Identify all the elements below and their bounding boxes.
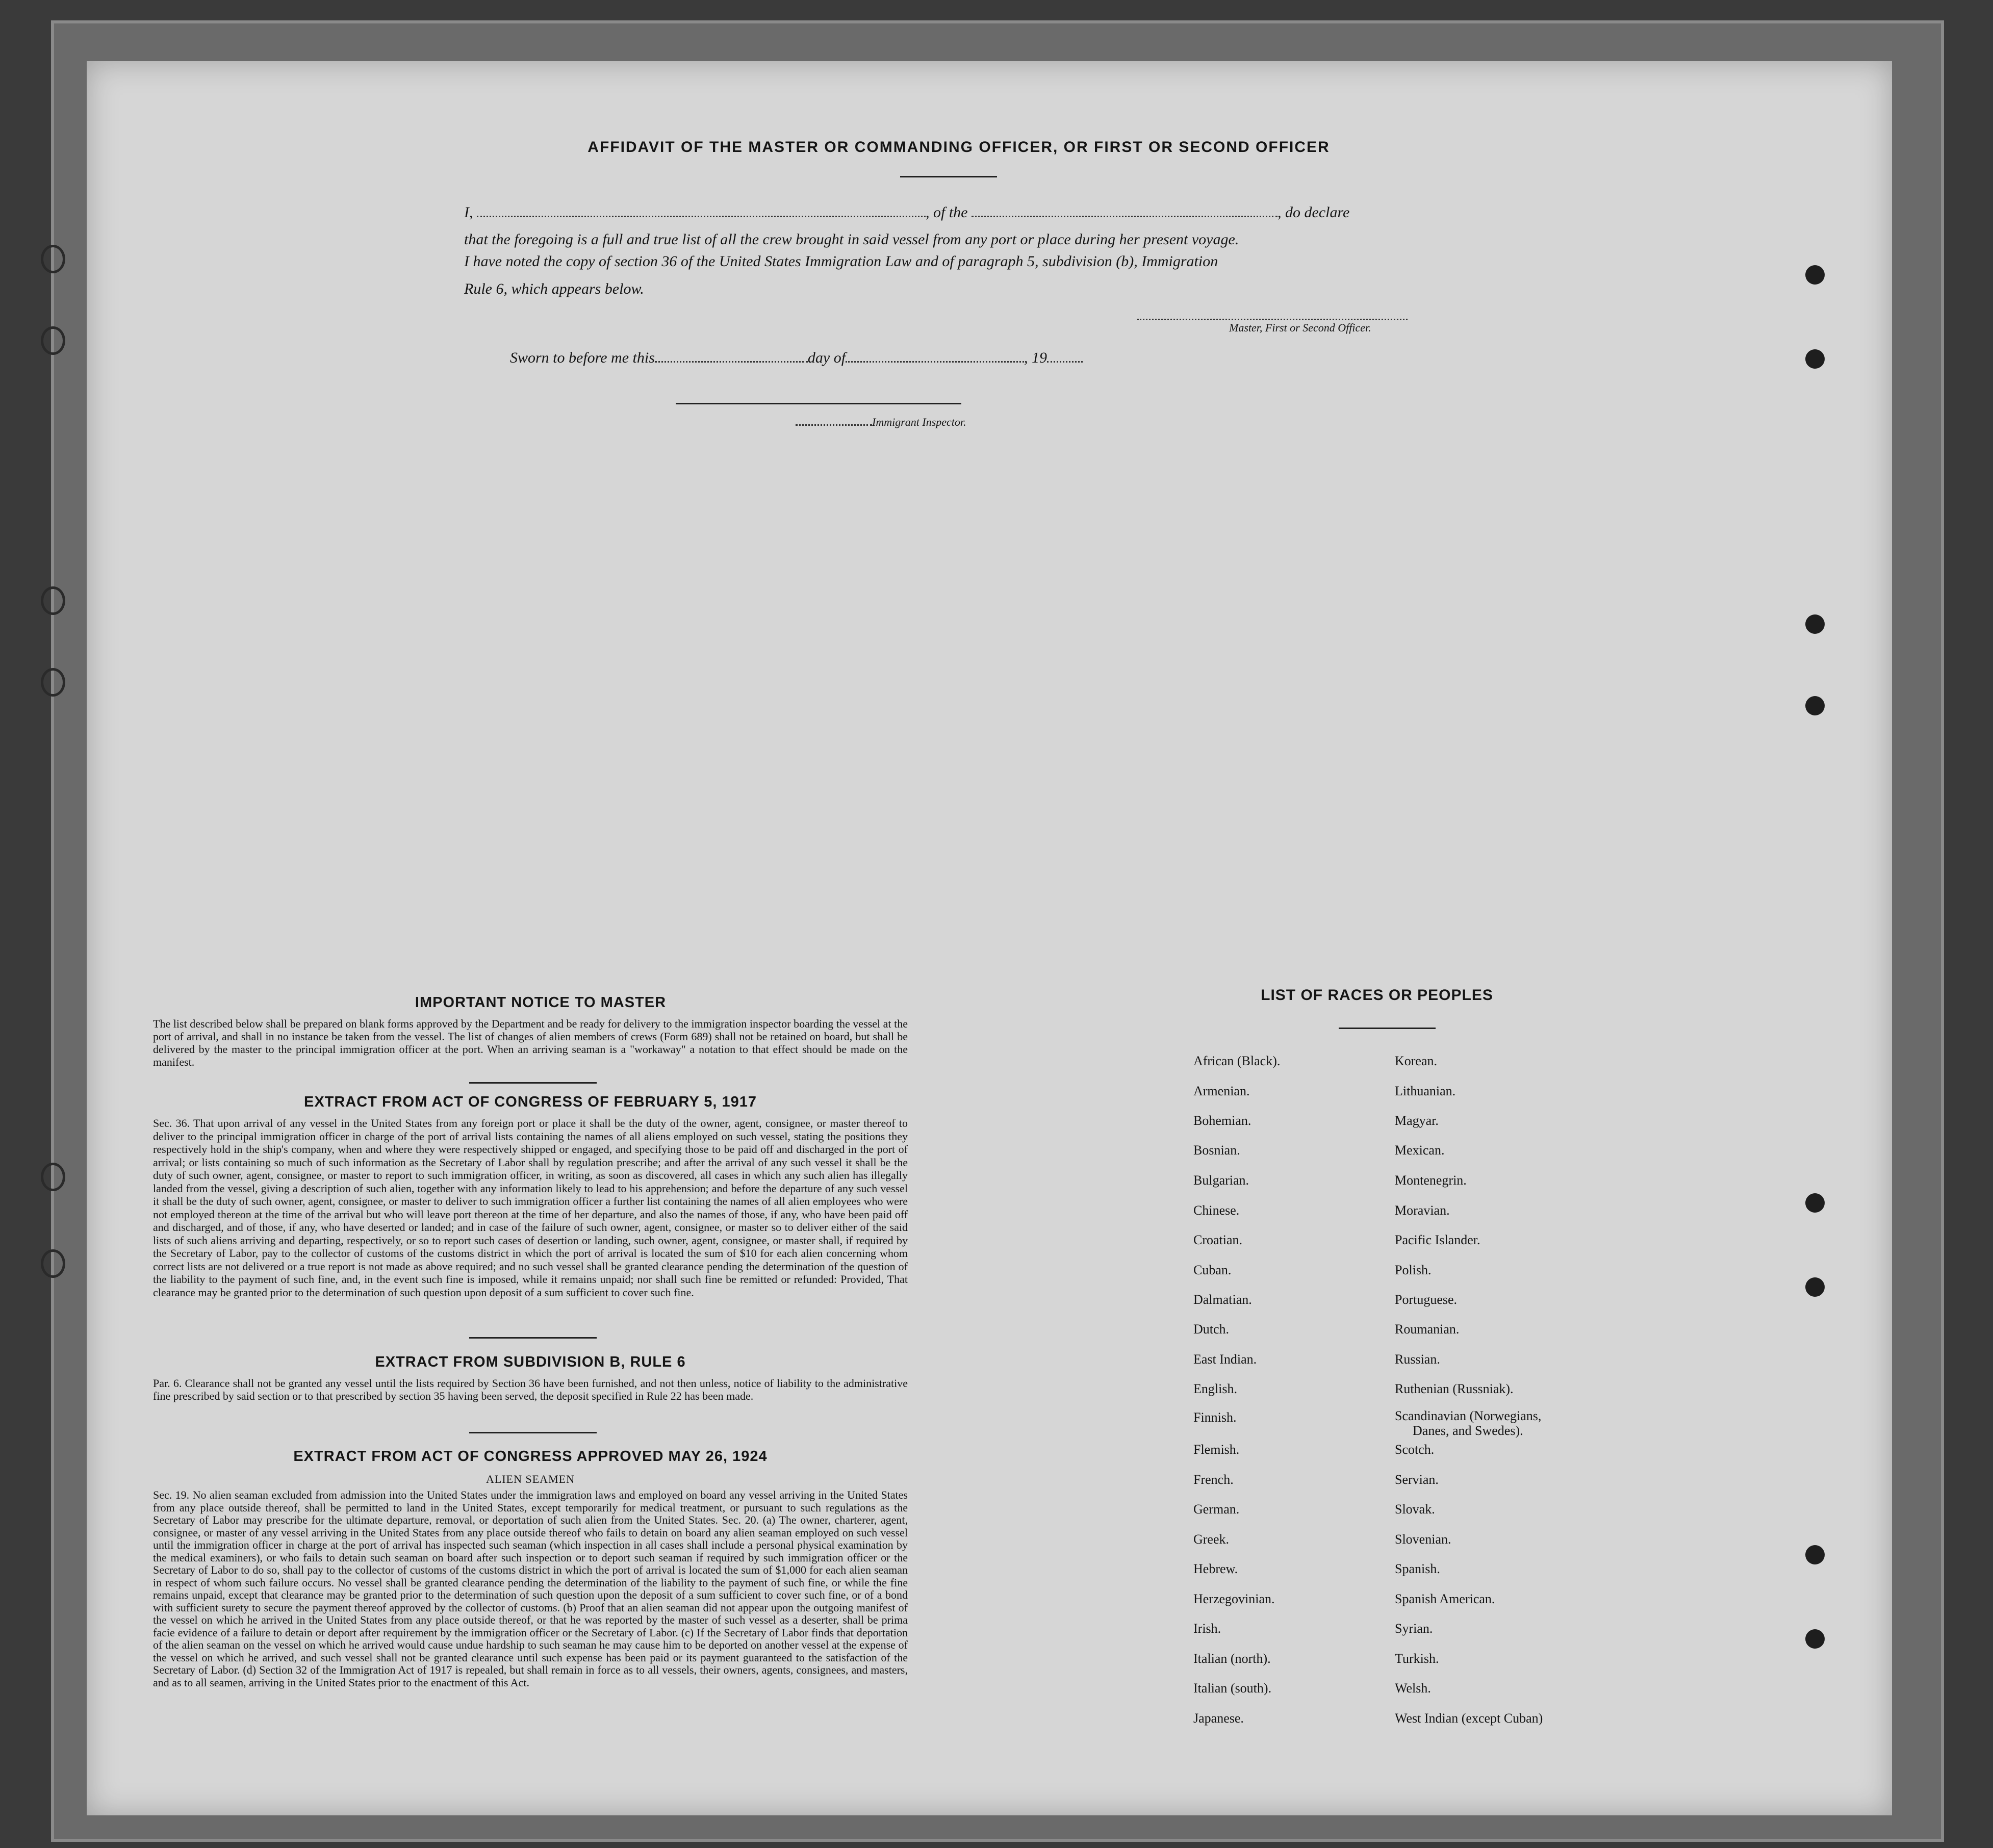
race-item: Scotch. [1395, 1442, 1435, 1457]
inspector-dots [796, 424, 872, 426]
notice-heading: IMPORTANT NOTICE TO MASTER [415, 994, 667, 1011]
race-item: Italian (south). [1193, 1681, 1272, 1696]
punch-dot-icon [1805, 265, 1825, 285]
race-item: Portuguese. [1395, 1292, 1458, 1307]
race-item: Greek. [1193, 1532, 1230, 1547]
inspector-signature-line[interactable] [676, 403, 961, 404]
binder-hole-icon [41, 586, 65, 615]
races-divider [1339, 1028, 1436, 1029]
inspector-label: Immigrant Inspector. [872, 416, 966, 428]
race-item: Montenegrin. [1395, 1173, 1467, 1188]
race-item: Russian. [1395, 1352, 1440, 1367]
race-item: Pacific Islander. [1395, 1233, 1480, 1247]
race-item: Cuban. [1193, 1263, 1232, 1277]
race-item: Welsh. [1395, 1681, 1431, 1696]
binder-hole-icon [41, 1249, 65, 1278]
master-signature-line[interactable] [1137, 319, 1408, 320]
punch-dot-icon [1805, 1629, 1825, 1649]
punch-dot-icon [1805, 349, 1825, 369]
race-item: Mexican. [1395, 1143, 1445, 1158]
notice-text: The list described below shall be prepared on blank forms approved by the Department and be ready for delivery to the immigration inspector boarding the vessel at the port of arrival, and shall in no instance be taken from the vessel. The list of changes of alien members of crews (Form 689) shall not be retained on board, but shall be delivered by the master to the principal immigration officer at the port. When an arriving seaman is a "workaway" a notation to that effect should be made on the manifest. [153, 1017, 908, 1068]
sworn-year: , 19 [1024, 349, 1047, 366]
extract-1924-text: Sec. 19. No alien seaman excluded from admission into the United States under the immigration laws and employed on board any vessel arriving in the United States from any place outside thereof, shall be permitted to land in the United States, except temporarily for medical treatment, or pursuant to such regulations as the Secretary of Labor may prescribe for the ultimate departure, removal, or deportation of such alien from the United States. Sec. 20. (a) The owner, charterer, agent, consignee, or master of any vessel arriving in the United States from any place outside thereof who fails to detain on board any alien seaman employed on such vessel until the immigration officer in charge at the port of arrival has inspected such seaman (which inspection in all cases shall include a personal physical examination by the medical examiners), or who fails to detain such seaman on board after such inspection or to deport such seaman if required by such immigration officer or the Secretary of Labor to do so, shall pay to the collector of customs of the customs district in which the port of arrival is located the sum of $1,000 for each alien seaman in respect of whom such failure occurs. No vessel shall be granted clearance pending the determination of the liability to the payment of such fine, or while the fine remains unpaid, except that clearance may be granted prior to the determination of such question upon the deposit of a sum sufficient to cover such fine, or of a bond with sufficient surety to secure the payment thereof approved by the collector of customs. (b) Proof that an alien seaman did not appear upon the outgoing manifest of the vessel on which he arrived in the United States from any place outside thereof, or that he was reported by the master of such vessel as a deserter, shall be prima facie evidence of a failure to detain or deport after requirement by the immigration officer or the Secretary of Labor. (c) If the Secretary of Labor finds that deportation of the alien seaman on the vessel on which he arrived would cause undue hardship to such seaman he may cause him to be deported on another vessel at the expense of the vessel on which he arrived, and such vessel shall not be granted clearance until such expense has been paid or its payment guaranteed to the satisfaction of the Secretary of Labor. (d) Section 32 of the Immigration Act of 1917 is repealed, but shall remain in force as to all vessels, their owners, agents, consignees, and masters, and as to all seamen, arriving in the United States prior to the enactment of this Act. [153, 1488, 908, 1689]
race-item: Bohemian. [1193, 1113, 1251, 1128]
sworn-month-field[interactable] [846, 361, 1024, 363]
race-item: Bulgarian. [1193, 1173, 1249, 1188]
race-item: Moravian. [1395, 1203, 1450, 1218]
race-item: Syrian. [1395, 1621, 1433, 1636]
race-item: Slovak. [1395, 1502, 1435, 1517]
punch-dot-icon [1805, 1545, 1825, 1564]
race-item: Croatian. [1193, 1233, 1243, 1247]
binder-hole-icon [41, 245, 65, 273]
race-item: Spanish. [1395, 1561, 1440, 1576]
race-item: Chinese. [1193, 1203, 1240, 1218]
race-item: Ruthenian (Russniak). [1395, 1381, 1514, 1396]
sworn-day-field[interactable] [655, 361, 808, 363]
affidavit-heading: AFFIDAVIT OF THE MASTER OR COMMANDING OFFICER, OR FIRST OR SECOND OFFICER [587, 139, 1330, 156]
race-item: English. [1193, 1381, 1237, 1396]
sworn-year-field[interactable] [1047, 361, 1083, 363]
binder-hole-icon [41, 1163, 65, 1191]
punch-dot-icon [1805, 1193, 1825, 1213]
race-item: Slovenian. [1395, 1532, 1451, 1547]
race-item: Servian. [1395, 1472, 1439, 1487]
affidavit-i: I, [464, 204, 473, 221]
race-item: German. [1193, 1502, 1240, 1517]
race-item: West Indian (except Cuban) [1395, 1711, 1543, 1726]
extract-rule6-heading: EXTRACT FROM SUBDIVISION B, RULE 6 [375, 1354, 686, 1370]
affidavit-divider [900, 176, 997, 177]
declarant-name-field[interactable] [477, 216, 926, 217]
affidavit-line-2: that the foregoing is a full and true list of all the crew brought in said vessel from any port or place during her present voyage. [464, 231, 1239, 248]
race-item: Hebrew. [1193, 1561, 1238, 1576]
affidavit-do-declare: , do declare [1277, 204, 1350, 221]
race-item: Italian (north). [1193, 1651, 1271, 1666]
inspector-label-line [796, 416, 966, 429]
race-item: Bosnian. [1193, 1143, 1240, 1158]
races-heading: LIST OF RACES OR PEOPLES [1261, 987, 1493, 1004]
extract-1917-divider [469, 1337, 597, 1339]
affidavit-of-the: , of the [926, 204, 968, 221]
binder-hole-icon [41, 326, 65, 355]
extract-rule6-divider [469, 1432, 597, 1433]
affidavit-line-4: Rule 6, which appears below. [464, 280, 644, 297]
extract-rule6-text: Par. 6. Clearance shall not be granted any vessel until the lists required by Section 36 have been furnished, and not then unless, notice of liability to the administrative fine prescribed by said section or to that prescribed by section 35 having been served, the deposit specified in Rule 22 has been made. [153, 1377, 908, 1402]
race-item: Japanese. [1193, 1711, 1244, 1726]
race-item: Lithuanian. [1395, 1084, 1456, 1098]
binder-hole-icon [41, 668, 65, 697]
master-signature-label: Master, First or Second Officer. [1229, 321, 1371, 334]
race-item: Dalmatian. [1193, 1292, 1252, 1307]
punch-dot-icon [1805, 696, 1825, 715]
extract-1917-heading: EXTRACT FROM ACT OF CONGRESS OF FEBRUARY 5, 1917 [303, 1094, 757, 1110]
race-item: Herzegovinian. [1193, 1592, 1275, 1606]
race-item: Irish. [1193, 1621, 1221, 1636]
sworn-day-of: day of [807, 349, 846, 366]
race-item: East Indian. [1193, 1352, 1257, 1367]
sworn-line [510, 349, 1173, 367]
race-item: Spanish American. [1395, 1592, 1495, 1606]
race-item: Magyar. [1395, 1113, 1439, 1128]
race-item: Turkish. [1395, 1651, 1439, 1666]
race-item: Flemish. [1193, 1442, 1240, 1457]
extract-1917-text: Sec. 36. That upon arrival of any vessel in the United States from any foreign port or place it shall be the duty of the owner, agent, consignee, or master thereof to deliver to the principal immigration officer in charge of the port of arrival lists containing the names of all aliens employed on such vessel, stating the positions they respectively hold in the ship's company, when and where they were respectively shipped or engaged, and specifying those to be paid off and discharged in the port of arrival; or lists containing so much of such information as the Secretary of Labor shall by regulation prescribe; and after the arrival of any such vessel it shall be the duty of such owner, agent, consignee, or master to report to such immigration officer, in writing, as soon as discovered, all cases in which any such alien has illegally landed from the vessel, giving a description of such alien, together with any information likely to lead to his apprehension; and before the departure of any such vessel it shall be the duty of such owner, agent, consignee, or master to deliver to such immigration officer a further list containing the names of all alien employees who were not employed thereon at the time of the arrival but who will leave port thereon at the time of her departure, and also the names of those, if any, who have been paid off and discharged, and of those, if any, who have deserted or landed; and in case of the failure of such owner, agent, consignee, or master so to deliver either of the said lists of such aliens arriving and departing, respectively, or so to report such cases of desertion or landing, such owner, agent, consignee, or master shall, if required by the Secretary of Labor, pay to the collector of customs of the customs district in which the port of arrival is located the sum of $10 for each alien concerning whom correct lists are not delivered or a true report is not made as above required; and no such vessel shall be granted clearance pending the determination of the question of the liability to the payment of such fine, and, in the event such fine is imposed, while it remains unpaid; nor shall such fine be remitted or refunded: Provided, That clearance may be granted prior to the determination of such question upon deposit of a sum sufficient to cover such fine. [153, 1117, 908, 1299]
vessel-name-field[interactable] [972, 216, 1277, 217]
race-item: Korean. [1395, 1054, 1438, 1068]
extract-1924-subheading: ALIEN SEAMEN [486, 1473, 575, 1485]
race-item: French. [1193, 1472, 1234, 1487]
affidavit-line-3: I have noted the copy of section 36 of the United States Immigration Law and of paragraph 5, subdivision (b), Immigration [464, 253, 1218, 270]
race-item: Dutch. [1193, 1322, 1230, 1337]
affidavit-line-1 [464, 204, 1443, 221]
extract-1924-heading: EXTRACT FROM ACT OF CONGRESS APPROVED MAY 26, 1924 [293, 1448, 768, 1465]
race-item: Roumanian. [1395, 1322, 1460, 1337]
race-item: Danes, and Swedes). [1413, 1423, 1523, 1438]
punch-dot-icon [1805, 1277, 1825, 1297]
punch-dot-icon [1805, 614, 1825, 634]
race-item: Finnish. [1193, 1410, 1237, 1425]
race-item: Scandinavian (Norwegians, [1395, 1408, 1542, 1423]
race-item: African (Black). [1193, 1054, 1281, 1068]
race-item: Polish. [1395, 1263, 1432, 1277]
notice-divider [469, 1082, 597, 1084]
race-item: Armenian. [1193, 1084, 1250, 1098]
sworn-prefix: Sworn to before me this [510, 349, 655, 366]
